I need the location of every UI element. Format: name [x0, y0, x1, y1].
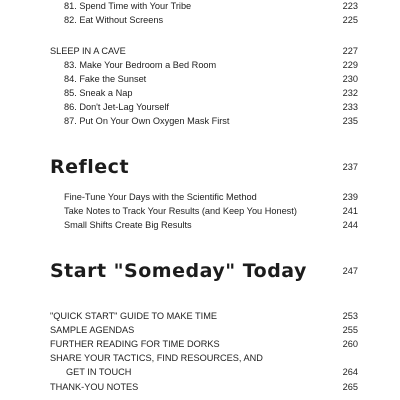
toc-entry-page: 235 — [342, 116, 358, 126]
toc-entry-title: 82. Eat Without Screens — [64, 15, 164, 25]
toc-section-title: GET IN TOUCH — [66, 367, 132, 377]
toc-entry-page: 230 — [342, 74, 358, 84]
part-title: Start "Someday" Today — [50, 260, 307, 282]
toc-section-page: 255 — [342, 325, 358, 335]
toc-entry-title: Small Shifts Create Big Results — [64, 220, 192, 230]
toc-section[interactable] — [0, 324, 400, 337]
toc-section-title: SAMPLE AGENDAS — [50, 325, 135, 335]
toc-entry-title: Take Notes to Track Your Results (and Keep You Honest) — [64, 206, 297, 216]
part-page: 247 — [342, 266, 358, 276]
toc-section-page: 264 — [342, 367, 358, 377]
toc-entry-title: Fine-Tune Your Days with the Scientific Method — [64, 192, 257, 202]
toc-entry[interactable] — [0, 0, 400, 13]
toc-section-title: SHARE YOUR TACTICS, FIND RESOURCES, AND — [50, 353, 263, 363]
toc-entry-title: 83. Make Your Bedroom a Bed Room — [64, 60, 217, 70]
toc-entry-page: 244 — [342, 220, 358, 230]
toc-entry-page: 223 — [342, 1, 358, 11]
toc-section-page: 265 — [342, 382, 358, 392]
toc-entry-title: 84. Fake the Sunset — [64, 74, 147, 84]
toc-entry-page: 232 — [342, 88, 358, 98]
toc-entry-title: 87. Put On Your Own Oxygen Mask First — [64, 116, 230, 126]
toc-entry-title: 81. Spend Time with Your Tribe — [64, 1, 192, 11]
toc-entry[interactable] — [0, 219, 400, 232]
toc-section[interactable] — [0, 338, 400, 351]
toc-entry-page: 239 — [342, 192, 358, 202]
toc-entry[interactable] — [0, 14, 400, 27]
toc-entry[interactable] — [0, 73, 400, 86]
toc-section-page: 260 — [342, 339, 358, 349]
toc-section-title: "QUICK START" GUIDE TO MAKE TIME — [50, 311, 217, 321]
toc-entry[interactable] — [0, 191, 400, 204]
toc-section-page: 253 — [342, 311, 358, 321]
toc-entry-page: 229 — [342, 60, 358, 70]
toc-section[interactable] — [0, 366, 400, 379]
toc-section-title: FURTHER READING FOR TIME DORKS — [50, 339, 220, 349]
toc-section[interactable] — [0, 310, 400, 323]
toc-entry-title: 86. Don't Jet-Lag Yourself — [64, 102, 169, 112]
part-page: 237 — [342, 162, 358, 172]
toc-entry[interactable] — [0, 205, 400, 218]
toc-entry-page: 241 — [342, 206, 358, 216]
toc-entry-page: 225 — [342, 15, 358, 25]
toc-entry[interactable] — [0, 115, 400, 128]
toc-entry[interactable] — [0, 59, 400, 72]
toc-entry[interactable] — [0, 87, 400, 100]
toc-section-title: SLEEP IN A CAVE — [50, 46, 126, 56]
toc-entry-page: 233 — [342, 102, 358, 112]
toc-section-page: 227 — [342, 46, 358, 56]
toc-part-heading[interactable] — [0, 256, 400, 286]
toc-entry-title: 85. Sneak a Nap — [64, 88, 133, 98]
toc-part-heading[interactable] — [0, 152, 400, 182]
toc-entry[interactable] — [0, 101, 400, 114]
toc-section-title: THANK-YOU NOTES — [50, 382, 139, 392]
part-title: Reflect — [50, 156, 130, 178]
toc-section[interactable] — [0, 381, 400, 394]
toc-section[interactable] — [0, 45, 400, 58]
toc-section[interactable] — [0, 352, 400, 365]
